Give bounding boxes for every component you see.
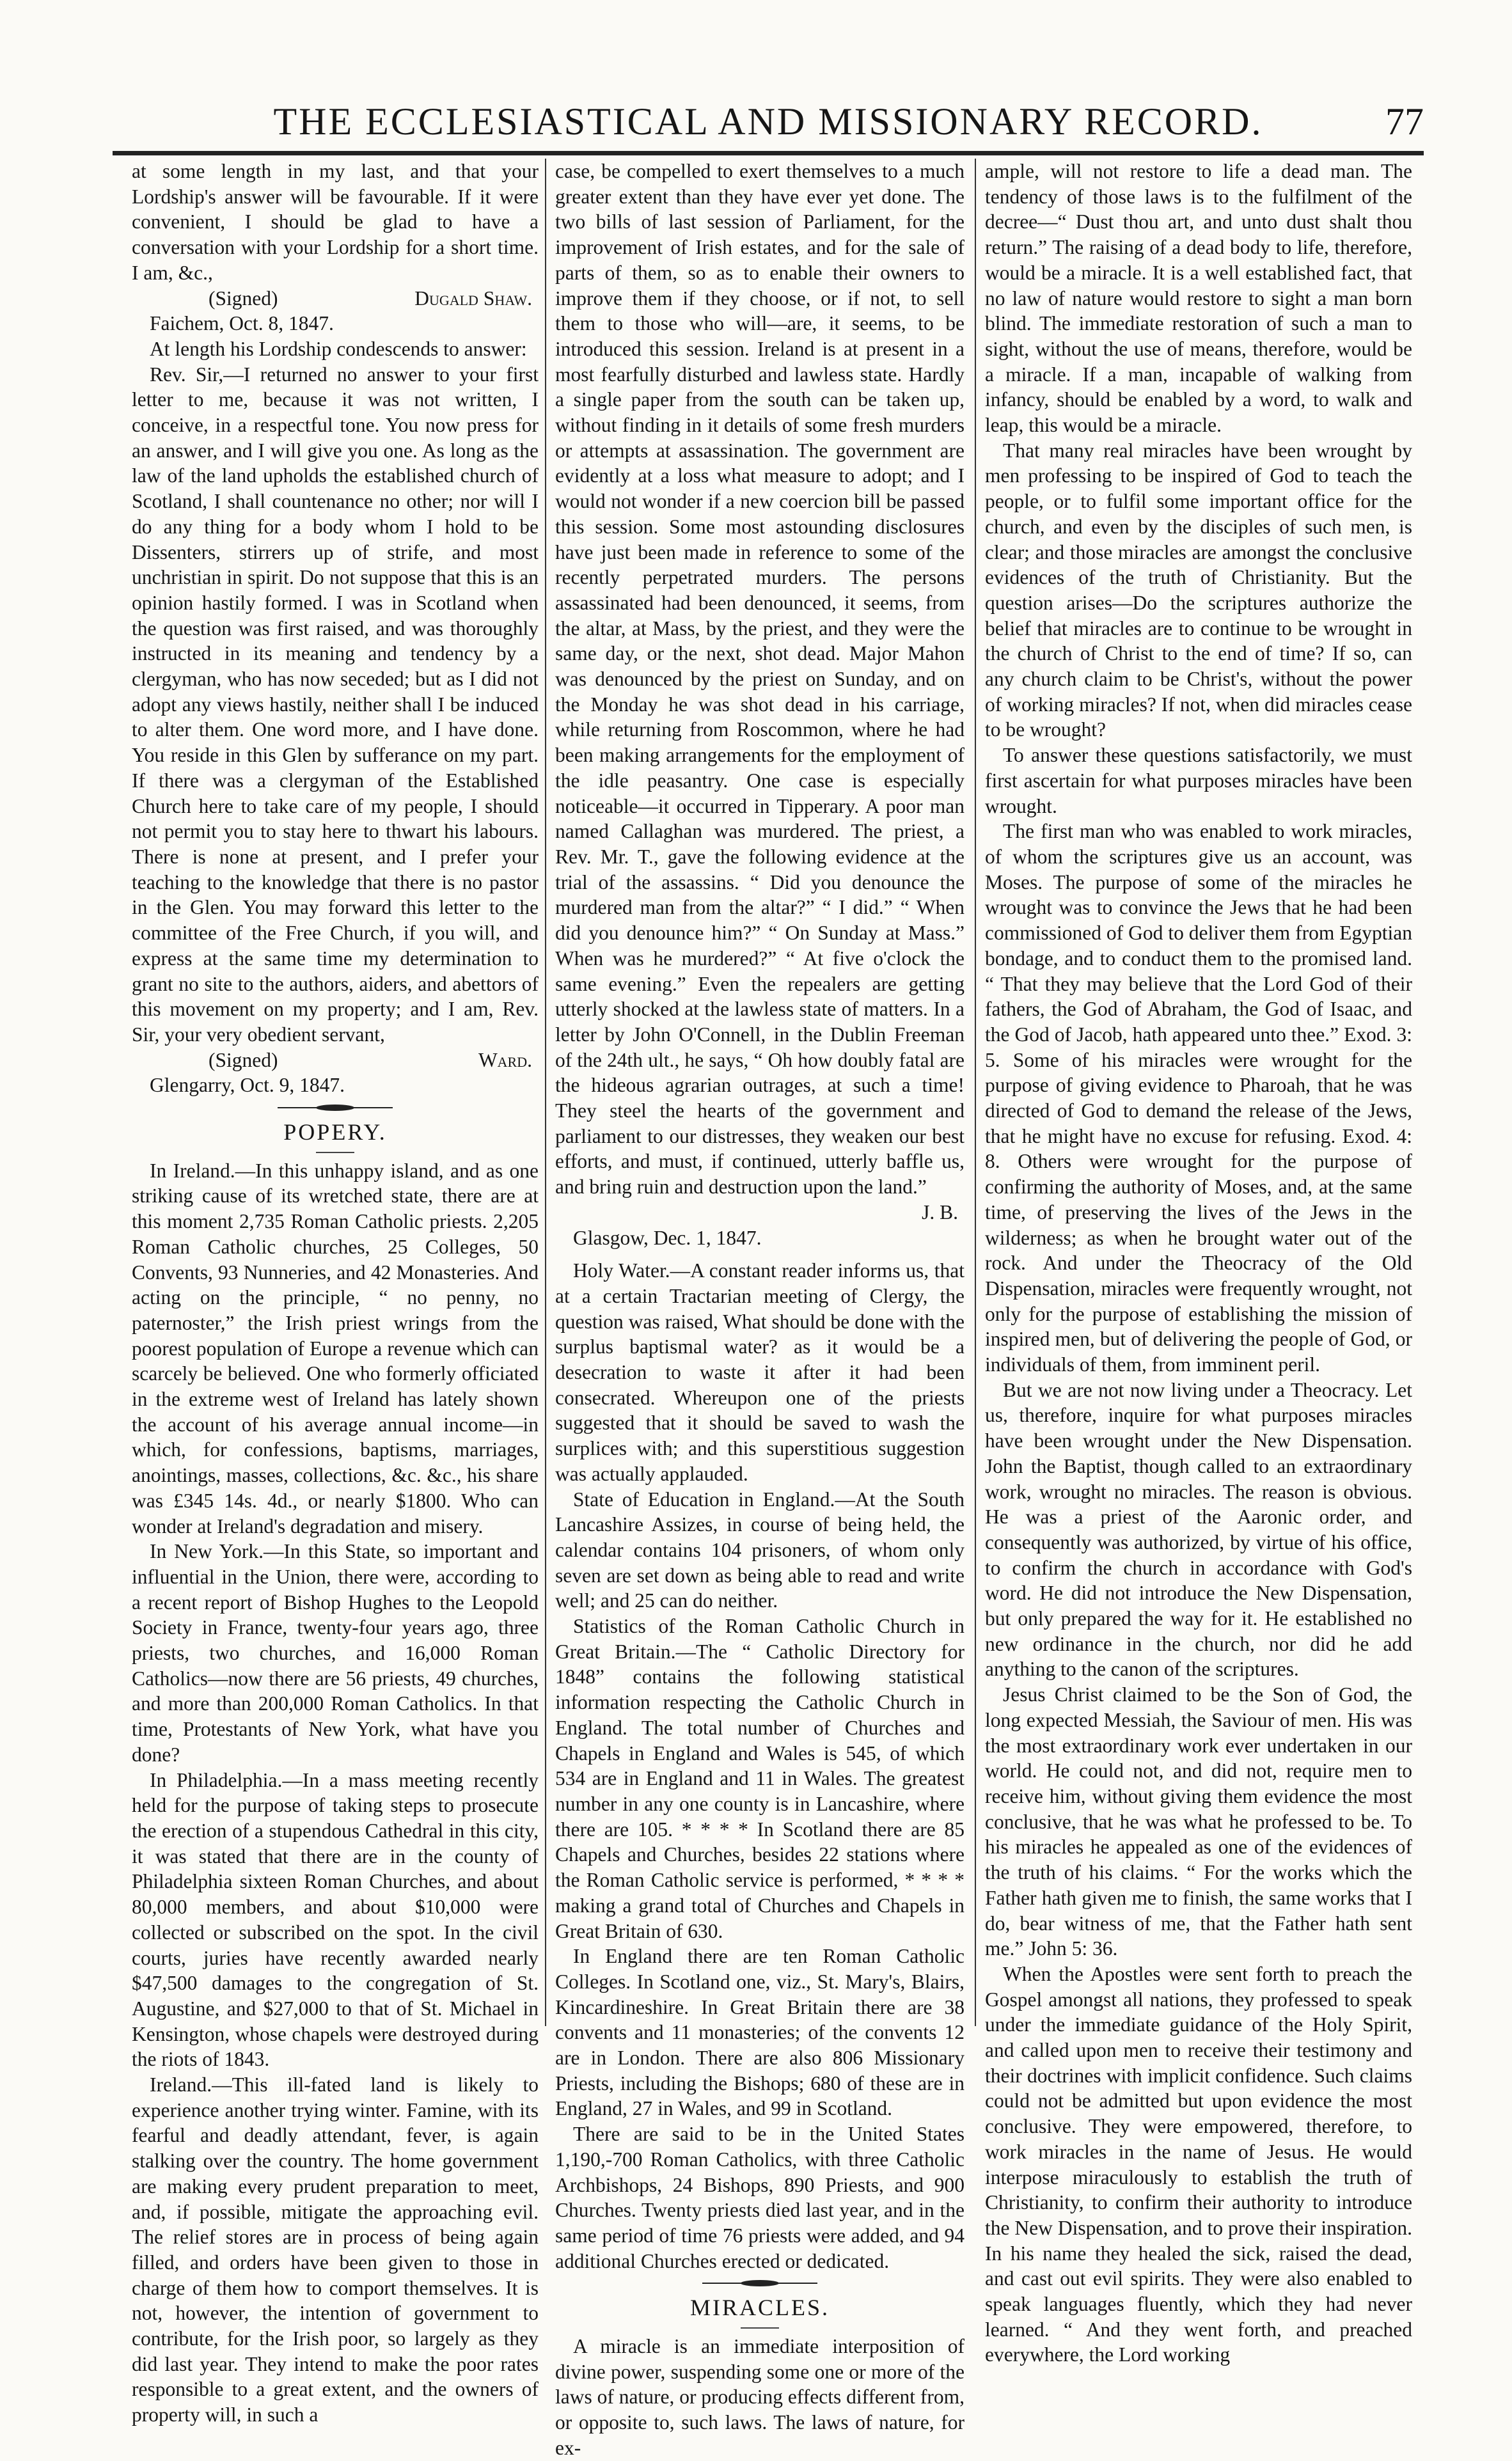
column-left [132, 159, 539, 2426]
paragraph: In England there are ten Roman Catholic Colleges. In Scotland one, viz., St. Mary's, Blairs, Kincardineshire. In Great Britain there are 38 convents and 11 monasteries; of the convents 12 are in London. There are also 806 Missionary Priests, including the Bishops; 680 of these are in England, 27 in Wales, and 99 in Scotland. [555, 1945, 965, 2120]
section-ornament [702, 2280, 817, 2286]
signatory-name: Dugald Shaw. [414, 287, 532, 310]
letter-date: Glasgow, Dec. 1, 1847. [573, 1226, 762, 1249]
paragraph: In Ireland.—In this unhappy island, and as one striking cause of its wretched state, there are at this moment 2,735 Roman Catholic priests. 2,205 Roman Catholic churches, 25 Colleges, 50 Convents, 93 Nunneries, and 42 Monasteries. And acting on the principle, “ no penny, no paternoster,” the Irish priest wrings from the poorest population of Europe a revenue which can scarcely be believed. One who formerly officiated in the extreme west of Ireland has lately shown the account of his average annual income—in which, for confessions, baptisms, marriages, anointings, masses, collections, &c. &c., his share was £345 14s. 4d., or nearly $1800. Who can wonder at Ireland's degradation and misery. [132, 1159, 539, 1537]
paragraph: ample, will not restore to life a dead man. The tendency of those laws is to the fulfilment of the decree—“ Dust thou art, and unto dust shalt thou return.” The raising of a dead body to life, therefore, would be a miracle. It is a well established fact, that no law of nature would restore to sight a man born blind. The immediate restoration of such a man to sight, without the use of means, therefore, would be a miracle. If a man, incapable of walking from infancy, should be enabled by a word, to walk and leap, this would be a miracle. [985, 160, 1412, 437]
section-title-miracles: MIRACLES. [689, 2295, 830, 2321]
paragraph: At length his Lordship condescends to answer: [150, 337, 527, 360]
column-divider [975, 159, 976, 2026]
paragraph: That many real miracles have been wrought by men professing to be inspired of God to teach the people, or to fulfil some important office for the church, and even by the disciples of such men, is clear; and those miracles are amongst the conclusive evidences of the truth of Christianity. But the question arises—Do the scriptures authorize the belief that miracles are to continue to be wrought in the church of Christ to the end of time? If so, can any church claim to be Christ's, without the power of working miracles? If not, when did miracles cease to be wrought? [985, 439, 1412, 741]
paragraph: The first man who was enabled to work miracles, of whom the scriptures give us an account, was Moses. The purpose of some of the miracles he wrought was to convince the Jews that he had been commissioned of God to deliver them from Egyptian bondage, and to conduct them to the promised land. “ That they may believe that the Lord God of their fathers, the God of Abraham, the God of Isaac, and the God of Jacob, hath appeared unto thee.” Exod. 3: 5. Some of his miracles were wrought for the purpose of giving evidence to Pharoah, that he was directed of God to demand the release of the Jews, that he might have no excuse for refusing. Exod. 4: 8. Others were wrought for the purpose of confirming the authority of Moses, and, at the same time, of preserving the lives of the Jews in the wilderness; as when he brought water out of the rock. And under the Theocracy of the Old Dispensation, miracles were frequently wrought, not only for the purpose of establishing the mission of inspired men, but of delivering the people of God, or individuals of them, from imminent peril. [985, 820, 1412, 1376]
jb-signature [555, 1200, 965, 1225]
page-header [113, 96, 1424, 147]
ward-letter: Rev. Sir,—I returned no answer to your first letter to me, because it was not written, I conceive, in a respectful tone. You now press for an answer, and I will give you one. As long as the law of the land upholds the established church of Scotland, I shall countenance no other; nor will I do any thing for a body whom I hold to be Dissenters, stirrers up of strife, and most unchristian in spirit. Do not suppose that this is an opinion hastily formed. I was in Scotland when the question was first raised, and was thoroughly instructed in its meaning and tendency by a clergyman, who has now seceded; but as I did not adopt any views hastily, neither shall I be induced to alter them. One word more, and I have done. You reside in this Glen by sufferance on my part. If there was a clergyman of the Established Church here to take care of my people, I should not permit you to stay here to thwart his labours. There is none at present, and I prefer your teaching to the knowledge that there is no pastor in the Glen. You may forward this letter to the committee of the Free Church, if you will, and express at the same time my determination to grant no site to the authors, aiders, and abettors of this movement on my property; and I am, Rev. Sir, your very obedient servant, [132, 363, 539, 1046]
paragraph: In New York.—In this State, so important and influential in the Union, there were, according to a recent report of Bishop Hughes to the Leopold Society in France, twenty-four years ago, three priests, two churches, and 16,000 Roman Catholics—now there are 56 priests, 49 churches, and more than 200,000 Roman Catholics. In that time, Protestants of New York, what have you done? [132, 1540, 539, 1766]
signed-label: (Signed) [209, 287, 278, 310]
section-title-popery: POPERY. [283, 1119, 387, 1145]
paragraph: A miracle is an immediate interposition of divine power, suspending some one or more of the laws of nature, or producing effects different from, or opposite to, such laws. The laws of nature, for ex- [555, 2335, 965, 2459]
shaw-signature [132, 286, 539, 311]
paragraph: But we are not now living under a Theocracy. Let us, therefore, inquire for what purposes miracles have been wrought under the New Dispensation. John the Baptist, though called to an extraordinary work, wrought no miracles. The reason is obvious. He was a priest of the Aaronic order, and consequently was authorized, by virtue of his office, to confirm the church in accordance with God's word. He did not introduce the New Dispensation, but only prepared the way for it. He established no new ordinance in the church, nor did he add anything to the canon of the scriptures. [985, 1378, 1412, 1681]
header-rule [113, 151, 1424, 155]
paragraph: case, be compelled to exert themselves to a much greater extent than they have ever yet done. The two bills of last session of Parliament, for the improvement of Irish estates, and for the sale of parts of them, so as to enable their owners to improve them if they choose, or if not, to sell them to those who will—are, it seems, to be introduced this session. Ireland is at present in a most fearfully disturbed and lawless state. Hardly a single paper from the south can be taken up, without finding in it details of some fresh murders or attempts at assassination. The government are evidently at a loss what measure to adopt; and I would not wonder if a new coercion bill be passed this session. Some most astounding disclosures have just been made in reference to some of the recently perpetrated murders. The persons assassinated had been denounced, it seems, from the altar, at Mass, by the priest, and they were the same day, or the next, shot dead. Major Mahon was denounced by the priest on Sunday, and on the Monday he was shot dead in his carriage, while returning from Roscommon, where he had been making arrangements for the employment of the idle peasantry. One case is especially noticeable—it occurred in Tipperary. A poor man named Callaghan was murdered. The priest, a Rev. Mr. T., gave the following evidence at the trial of the assassins. “ Did you denounce the murdered man from the altar?” “ I did.” “ When did you denounce him?” “ On Sunday at Mass.” When was he murdered?” “ At five o'clock the same evening.” Even the repealers are getting utterly shocked at the lawless state of matters. In a letter by John O'Connell, in the Dublin Freeman of the 24th ult., he says, “ Oh how doubly fatal are the hideous agrarian outrages, at such a time! They steel the hearts of the government and parliament to our distresses, they weaken our best efforts, and must, if continued, utterly baffle us, and bring ruin and destruction upon the land.” [555, 160, 965, 1199]
spacer [555, 1250, 965, 1258]
paragraph: To answer these questions satisfactorily, we must first ascertain for what purposes miracles have been wrought. [985, 744, 1412, 817]
paragraph: Statistics of the Roman Catholic Church in Great Britain.—The “ Catholic Directory for 1848” contains the following statistical information respecting the Catholic Church in England. The total number of Churches and Chapels in England and Wales is 545, of which 534 are in England and 11 in Wales. The greatest number in any one county is in Lancashire, where there are 105. * * * * In Scotland there are 85 Chapels and Churches, besides 22 stations where the Roman Catholic service is performed, * * * * making a grand total of Churches and Chapels in Great Britain of 630. [555, 1615, 965, 1942]
title-rule [316, 1152, 354, 1153]
paragraph: When the Apostles were sent forth to preach the Gospel amongst all nations, they professed to speak under the immediate guidance of the Holy Spirit, and called upon men to receive their testimony and their doctrines with implicit confidence. Such claims could not be admitted but upon evidence the most conclusive. They were empowered, therefore, to work miracles in the name of Jesus. He would interpose miraculously to establish the truth of Christianity, to confirm their authority to introduce the New Dispensation, and to prove their inspiration. In his name they healed the sick, raised the dead, and cast out evil spirits. They were also enabled to speak languages fluently, which they had never learned. “ And they went forth, and preached everywhere, the Lord working [985, 1962, 1412, 2366]
shaw-letter-end: at some length in my last, and that your Lordship's answer will be favourable. If it were convenient, I should be glad to have a conversation with your Lordship for a short time. I am, &c., [132, 160, 539, 284]
paragraph: Jesus Christ claimed to be the Son of God, the long expected Messiah, the Saviour of men. His was the most extraordinary work ever undertaken in our world. He could not, and did not, require men to receive him, without giving them evidence the most conclusive, that he was what he professed to be. To his miracles he appealed as one of the evidences of the truth of his claims. “ For the works which the Father hath given me to finish, the same works that I do, bear witness of me, that the Father hath sent me.” John 5: 36. [985, 1683, 1412, 1960]
paragraph: Holy Water.—A constant reader informs us, that at a certain Tractarian meeting of Clergy, the question was raised, What should be done with the surplus baptismal water? as it would be a desecration to waste it after it had been consecrated. Whereupon one of the priests suggested that it should be saved to wash the surplices with; and this superstitious suggestion was actually applauded. [555, 1259, 965, 1485]
column-divider [545, 159, 546, 2026]
signed-label: (Signed) [209, 1048, 278, 1071]
title-rule [741, 2327, 779, 2329]
letter-date: Glengarry, Oct. 9, 1847. [150, 1074, 345, 1097]
paragraph: There are said to be in the United States 1,190,-700 Roman Catholics, with three Catholic Archbishops, 24 Bishops, 890 Priests, and 900 Churches. Twenty priests died last year, and in the same period of time 76 priests were added, and 94 additional Churches erected or dedicated. [555, 2123, 965, 2272]
page-number: 77 [1385, 100, 1424, 143]
paragraph: State of Education in England.—At the South Lancashire Assizes, in course of being held, the calendar contains 104 prisoners, of whom only seven are set down as being able to read and write well; and 25 can do neither. [555, 1488, 965, 1612]
section-ornament [278, 1105, 393, 1111]
column-right [985, 159, 1412, 2366]
paragraph: In Philadelphia.—In a mass meeting recently held for the purpose of taking steps to prosecute the erection of a stupendous Cathedral in this city, it was stated that there are in the county of Philadelphia sixteen Roman Churches, and about 80,000 members, and about $10,000 were collected or subscribed on the spot. In the civil courts, juries have recently awarded nearly $47,500 damages to the congregation of St. Augustine, and $27,000 to that of St. Michael in Kensington, whose chapels were destroyed during the riots of 1843. [132, 1768, 539, 2071]
column-middle [555, 159, 965, 2459]
letter-date: Faichem, Oct. 8, 1847. [150, 312, 334, 335]
running-title: THE ECCLESIASTICAL AND MISSIONARY RECORD. [273, 100, 1263, 143]
paragraph: Ireland.—This ill-fated land is likely to experience another trying winter. Famine, with its fearful and deadly attendant, fever, is again stalking over the country. The home government are making every prudent preparation to meet, and, if possible, mitigate the approaching evil. The relief stores are in process of being again filled, and orders have been given to those in charge of them how to comport themselves. It is not, however, the intention of government to contribute, for the Irish poor, so largely as they did last year. They intend to make the poor rates responsible to a great extent, and the owners of property will, in such a [132, 2073, 539, 2426]
signatory-initials: J. B. [922, 1200, 958, 1223]
signatory-name: Ward. [478, 1048, 532, 1071]
ward-signature [132, 1048, 539, 1073]
